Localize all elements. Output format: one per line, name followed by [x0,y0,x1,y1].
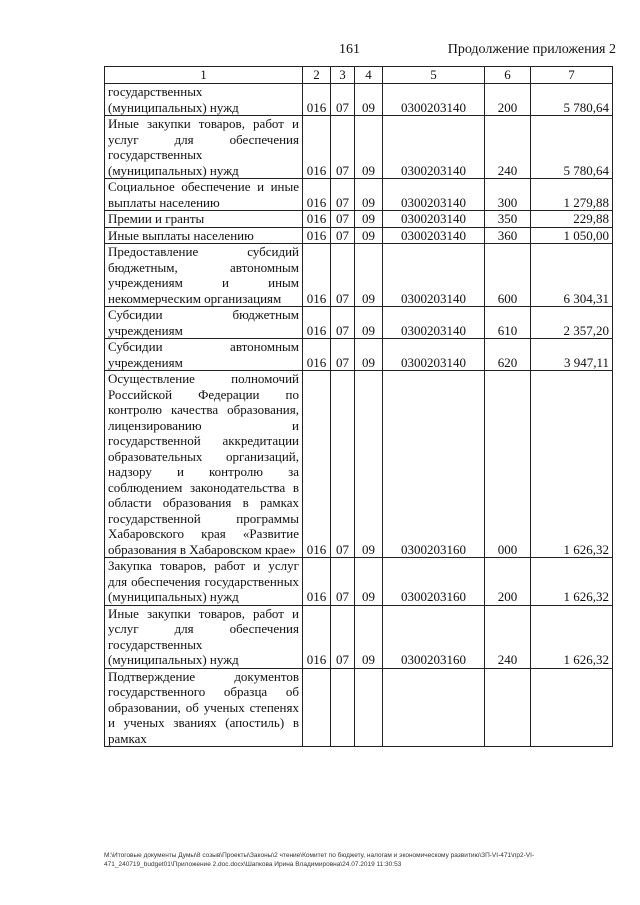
subsection-code: 09 [355,244,383,307]
target-article-code: 0300203160 [383,371,485,558]
admin-code: 016 [303,339,331,371]
expense-type-code: 360 [485,227,531,244]
section-code: 07 [331,605,355,668]
subsection-code: 09 [355,307,383,339]
admin-code: 016 [303,307,331,339]
table-row [105,244,613,307]
target-article-code: 0300203140 [383,244,485,307]
section-code: 07 [331,116,355,179]
admin-code: 016 [303,605,331,668]
expense-type-code: 200 [485,558,531,606]
admin-code: 016 [303,244,331,307]
amount [531,668,613,747]
table-row [105,227,613,244]
expense-type-code: 600 [485,244,531,307]
expense-type-code: 240 [485,116,531,179]
table-row [105,116,613,179]
section-code: 07 [331,558,355,606]
amount: 1 626,32 [531,371,613,558]
table-row [105,371,613,558]
row-name: Премии и гранты [105,211,303,228]
section-code [331,668,355,747]
column-header: 1 [105,67,303,84]
amount: 1 626,32 [531,558,613,606]
subsection-code: 09 [355,227,383,244]
subsection-code: 09 [355,371,383,558]
row-name: Иные выплаты населению [105,227,303,244]
table-row [105,558,613,606]
table-row [105,339,613,371]
admin-code: 016 [303,371,331,558]
admin-code: 016 [303,227,331,244]
target-article-code: 0300203140 [383,339,485,371]
row-name: Осуществление полномочий Российской Федерации по контролю качества образования, лицензированию и государственной аккредитации образовательных организаций, надзору и контролю за соблюдением законодательства в области образования в рамках государственной программы Хабаровского края «Развитие образования в Хабаровском крае» [105,371,303,558]
row-name: государственных (муниципальных) нужд [105,84,303,116]
footer-path-line: M:\Итоговые документы Думы\8 созыв\Проекты\Законы\2 чтение\Комитет по бюджету, налогам и экономическому развитию\ЗП-VI-471\пр2-VI- [104,852,535,859]
expense-type-code: 000 [485,371,531,558]
section-code: 07 [331,339,355,371]
amount: 6 304,31 [531,244,613,307]
column-header: 7 [531,67,613,84]
admin-code: 016 [303,116,331,179]
subsection-code: 09 [355,339,383,371]
row-name: Иные закупки товаров, работ и услуг для обеспечения государственных (муниципальных) нужд [105,605,303,668]
page-number: 161 [339,42,360,57]
target-article-code: 0300203140 [383,211,485,228]
column-header: 6 [485,67,531,84]
table-row [105,605,613,668]
amount: 2 357,20 [531,307,613,339]
subsection-code: 09 [355,558,383,606]
target-article-code: 0300203140 [383,84,485,116]
column-header: 4 [355,67,383,84]
header-row [105,67,613,84]
table-row [105,668,613,747]
column-header: 2 [303,67,331,84]
column-header: 3 [331,67,355,84]
amount: 5 780,64 [531,84,613,116]
subsection-code: 09 [355,116,383,179]
section-code: 07 [331,371,355,558]
table-row [105,179,613,211]
row-name: Субсидии бюджетным учреждениям [105,307,303,339]
row-name: Социальное обеспечение и иные выплаты населению [105,179,303,211]
expense-type-code: 240 [485,605,531,668]
subsection-code: 09 [355,179,383,211]
expense-type-code: 610 [485,307,531,339]
row-name: Закупка товаров, работ и услуг для обеспечения государственных (муниципальных) нужд [105,558,303,606]
subsection-code: 09 [355,211,383,228]
admin-code: 016 [303,558,331,606]
row-name: Субсидии автономным учреждениям [105,339,303,371]
subsection-code [355,668,383,747]
section-code: 07 [331,179,355,211]
table-row [105,307,613,339]
expense-type-code: 350 [485,211,531,228]
expense-type-code: 300 [485,179,531,211]
section-code: 07 [331,227,355,244]
continuation-label: Продолжение приложения 2 [447,42,616,57]
amount: 1 626,32 [531,605,613,668]
subsection-code: 09 [355,605,383,668]
file-path-footer [104,851,616,869]
amount: 1 279,88 [531,179,613,211]
admin-code: 016 [303,211,331,228]
row-name: Иные закупки товаров, работ и услуг для обеспечения государственных (муниципальных) нужд [105,116,303,179]
section-code: 07 [331,84,355,116]
row-name: Предоставление субсидий бюджетным, автономным учреждениям и иным некоммерческим организациям [105,244,303,307]
amount: 229,88 [531,211,613,228]
target-article-code [383,668,485,747]
target-article-code: 0300203140 [383,179,485,211]
table-row [105,211,613,228]
amount: 5 780,64 [531,116,613,179]
section-code: 07 [331,244,355,307]
target-article-code: 0300203160 [383,605,485,668]
section-code: 07 [331,211,355,228]
expense-type-code [485,668,531,747]
target-article-code: 0300203140 [383,307,485,339]
target-article-code: 0300203160 [383,558,485,606]
section-code: 07 [331,307,355,339]
amount: 1 050,00 [531,227,613,244]
amount: 3 947,11 [531,339,613,371]
table-row [105,84,613,116]
admin-code: 016 [303,84,331,116]
expense-type-code: 620 [485,339,531,371]
column-header: 5 [383,67,485,84]
budget-table [104,66,613,747]
admin-code [303,668,331,747]
expense-type-code: 200 [485,84,531,116]
subsection-code: 09 [355,84,383,116]
footer-path-line: 471_240719_budget01\Приложение 2.doc.docx\Шапкова Ирина Владимировна\24.07.2019 11:30:53 [104,861,402,868]
target-article-code: 0300203140 [383,227,485,244]
target-article-code: 0300203140 [383,116,485,179]
admin-code: 016 [303,179,331,211]
row-name: Подтверждение документов государственного образца об образовании, об ученых степенях и ученых званиях (апостиль) в рамках [105,668,303,747]
